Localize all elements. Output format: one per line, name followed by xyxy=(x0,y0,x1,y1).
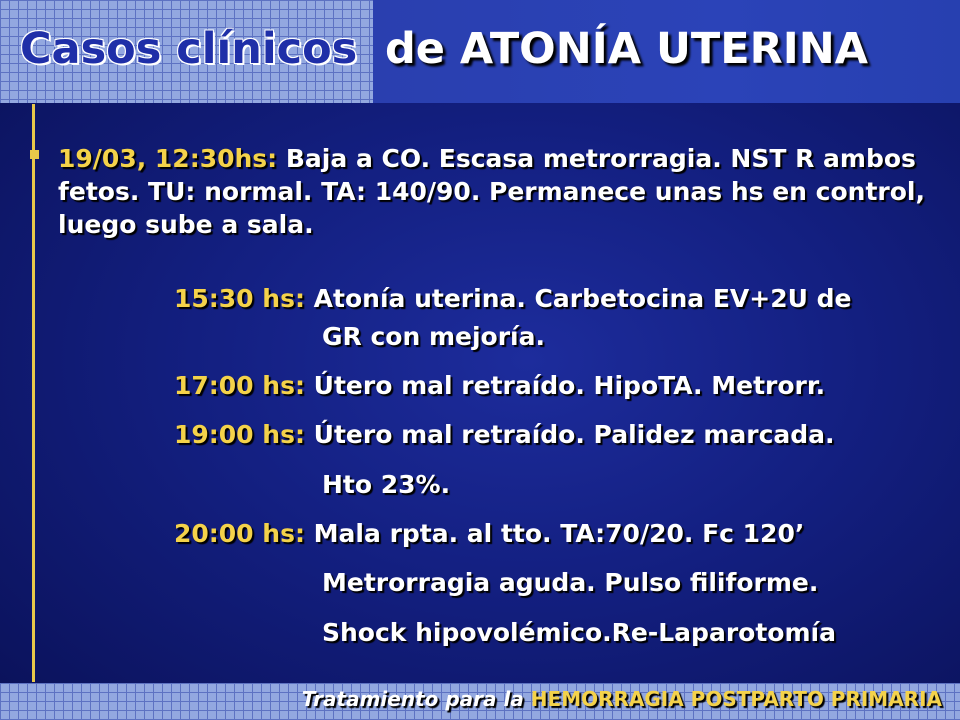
entry-1900-cont: Hto 23%. xyxy=(322,470,451,499)
entry-2000-cont-1: Metrorragia aguda. Pulso filiforme. xyxy=(322,568,819,597)
entry-1700 xyxy=(174,369,825,402)
entry-2000 xyxy=(174,517,804,550)
footer-highlight: HEMORRAGIA POSTPARTO PRIMARIA xyxy=(530,687,942,711)
vertical-divider xyxy=(32,104,35,682)
entry-time: 17:00 hs: xyxy=(174,371,305,400)
entry-1530 xyxy=(174,282,851,315)
entry-text: Atonía uterina. Carbetocina EV+2U de xyxy=(304,284,852,313)
intro-time: 19/03, 12:30hs: xyxy=(58,144,278,173)
slide-title-right: de ATONÍA UTERINA xyxy=(385,24,868,74)
intro-entry xyxy=(58,142,938,241)
footer-caption xyxy=(302,687,942,711)
entry-time: 19:00 hs: xyxy=(174,420,305,449)
entry-1530-cont: GR con mejoría. xyxy=(322,322,545,351)
entry-text: Útero mal retraído. HipoTA. Metrorr. xyxy=(304,371,826,400)
slide-title-left: Casos clínicos xyxy=(20,24,358,74)
entry-time: 20:00 hs: xyxy=(174,519,305,548)
entry-2000-cont-2: Shock hipovolémico.Re-Laparotomía xyxy=(322,618,836,647)
entry-text: Mala rpta. al tto. TA:70/20. Fc 120’ xyxy=(304,519,805,548)
entry-time: 15:30 hs: xyxy=(174,284,305,313)
entry-text: Útero mal retraído. Palidez marcada. xyxy=(304,420,835,449)
entry-1900 xyxy=(174,418,835,451)
intro-text: Baja a CO. Escasa metrorragia. NST R ambos fetos. TU: normal. TA: 140/90. Permanece unas hs en control, luego sube a sala. xyxy=(58,144,925,239)
footer-prefix: Tratamiento para la xyxy=(301,687,531,711)
bullet-square-icon xyxy=(30,150,39,159)
